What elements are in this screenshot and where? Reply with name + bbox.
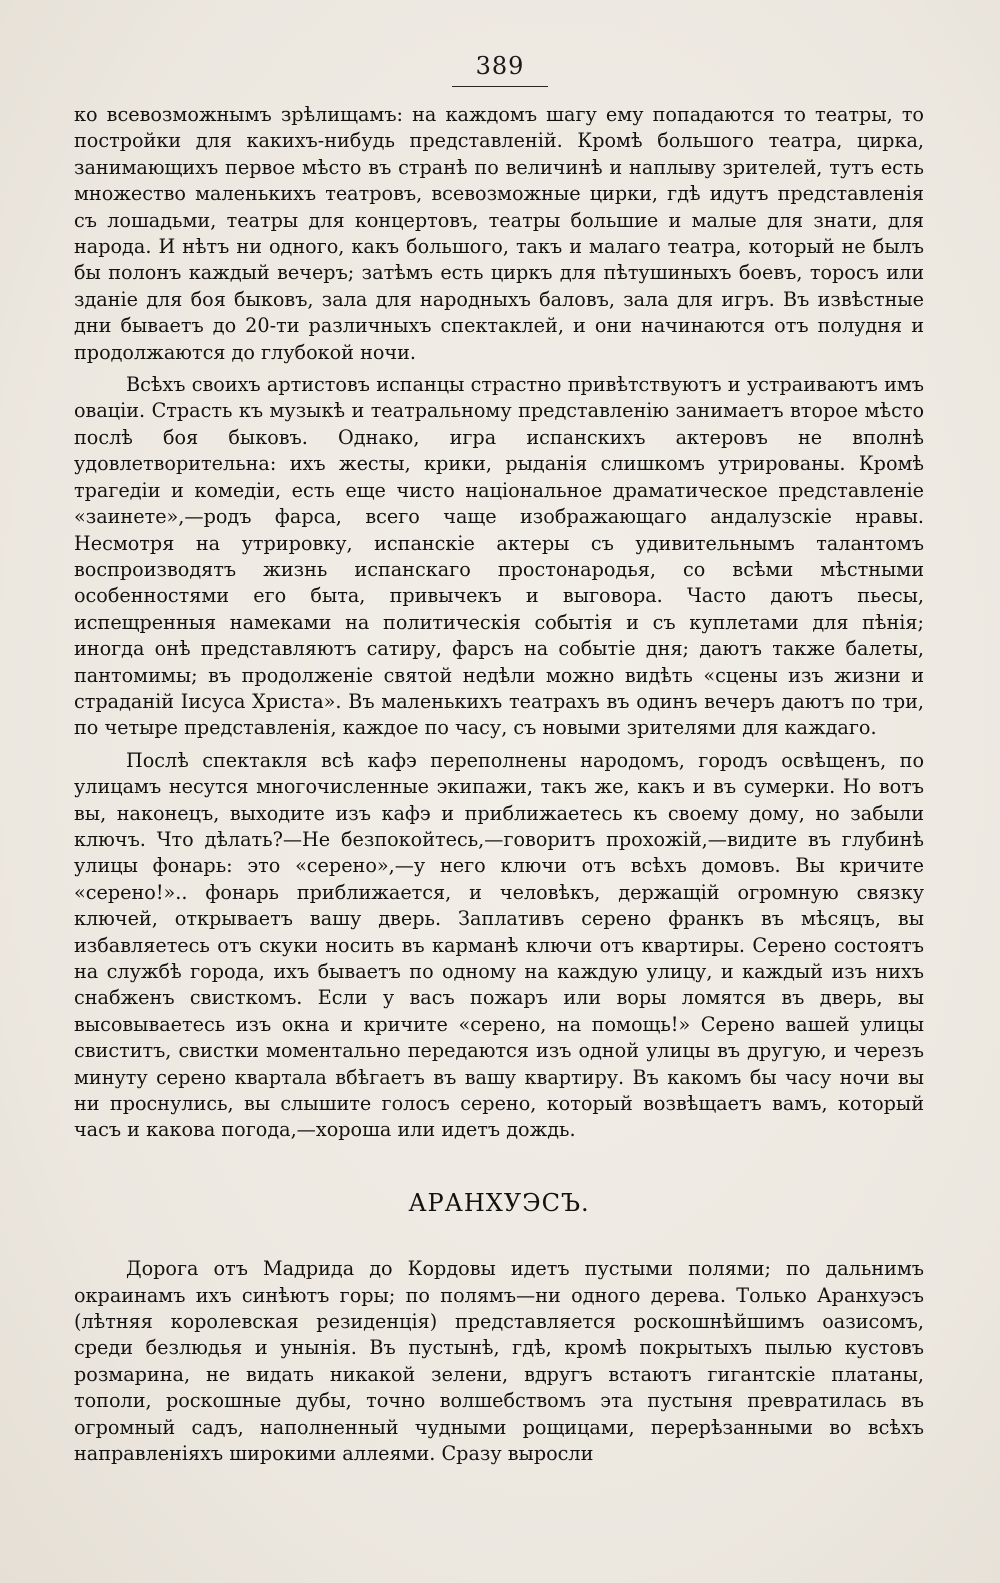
- paragraph-aranjuez: Дорога отъ Мадрида до Кордовы идетъ пустыми полями; по дальнимъ окраинамъ ихъ синѣютъ горы; по полямъ—ни одного дерева. Только Аранхуэсъ (лѣтняя королевская резиденція) представляется роскошнѣйшимъ оазисомъ, среди безлюдья и унынія. Въ пустынѣ, гдѣ, кромѣ покрытыхъ пылью кустовъ розмарина, не видать никакой зелени, вдругъ встаютъ гигантскіе платаны, тополи, роскошные дубы, точно волшебствомъ эта пустыня превратилась въ огромный садъ, наполненный чудными рощицами, перерѣзанными во всѣхъ направленіяхъ широкими аллеями. Сразу выросли: [74, 1257, 924, 1466]
- page-number: 389: [475, 52, 525, 80]
- paragraph-sereno: Послѣ спектакля всѣ кафэ переполнены народомъ, городъ освѣщенъ, по улицамъ несутся многочисленные экипажи, такъ же, какъ и въ сумерки. Но вотъ вы, наконецъ, выходите изъ кафэ и приближаетесь къ своему дому, но забыли ключъ. Что дѣлать?—Не безпокойтесь,—говоритъ прохожій,—видите въ глубинѣ улицы фонарь: это «серено»,—у него ключи отъ всѣхъ домовъ. Вы кричите «серено!».. фонарь приближается, и человѣкъ, держащій огромную связку ключей, открываетъ вашу дверь. Заплативъ серено франкъ въ мѣсяцъ, вы избавляетесь отъ скуки носить въ карманѣ ключи отъ квартиры. Серено состоятъ на службѣ города, ихъ бываетъ по одному на каждую улицу, и каждый изъ нихъ снабженъ свисткомъ. Если у васъ пожаръ или воры ломятся въ дверь, вы высовываетесь изъ окна и кричите «серено, на помощь!» Серено вашей улицы свиститъ, свистки моментально передаются изъ одной улицы въ другую, и черезъ минуту серено квартала вбѣгаетъ въ вашу квартиру. Въ какомъ бы часу ночи вы ни проснулись, вы слышите голосъ серено, который возвѣщаетъ вамъ, который часъ и какова погода,—хороша или идетъ дождь.: [74, 748, 924, 1142]
- page-number-rule: [452, 86, 548, 87]
- body-text: [74, 102, 924, 1468]
- paragraph-theatres: ко всевозможнымъ зрѣлищамъ: на каждомъ шагу ему попадаются то театры, то постройки для какихъ-нибудь представленій. Кромѣ большого театра, цирка, занимающихъ первое мѣсто въ странѣ по величинѣ и наплыву зрителей, тутъ есть множество маленькихъ театровъ, всевозможные цирки, гдѣ идутъ представленія съ лошадьми, театры для концертовъ, театры большие и малые для знати, для народа. И нѣтъ ни одного, какъ большого, такъ и малаго театра, который не былъ бы полонъ каждый вечеръ; затѣмъ есть циркъ для пѣтушиныхъ боевъ, торосъ или зданіе для боя быковъ, зала для народныхъ баловъ, зала для игръ. Въ извѣстные дни бываетъ до 20-ти различныхъ спектаклей, и они начинаются отъ полудня и продолжаются до глубокой ночи.: [74, 103, 924, 364]
- section-heading: АРАНХУЭСЪ.: [408, 1188, 590, 1217]
- paragraph-artists: Всѣхъ своихъ артистовъ испанцы страстно привѣтствуютъ и устраиваютъ имъ оваціи. Страсть къ музыкѣ и театральному представленію занимаетъ второе мѣсто послѣ боя быковъ. Однако, игра испанскихъ актеровъ не вполнѣ удовлетворительна: ихъ жесты, крики, рыданія слишкомъ утрированы. Кромѣ трагедіи и комедіи, есть еще чисто національное драматическое представленіе «заинете»,—родъ фарса, всего чаще изображающаго андалузскіе нравы. Несмотря на утрировку, испанскіе актеры съ удивительнымъ талантомъ воспроизводятъ жизнь испанскаго простонародья, со всѣми мѣстными особенностями его быта, привычекъ и выговора. Часто даютъ пьесы, испещренныя намеками на политическія событія и съ куплетами для пѣнія; иногда онѣ представляютъ сатиру, фарсъ на событіе дня; даютъ также балеты, пантомимы; въ продолженіе святой недѣли можно видѣть «сцены изъ жизни и страданій Іисуса Христа». Въ маленькихъ театрахъ въ одинъ вечеръ даютъ по три, по четыре представленія, каждое по часу, съ новыми зрителями для каждаго.: [74, 373, 924, 740]
